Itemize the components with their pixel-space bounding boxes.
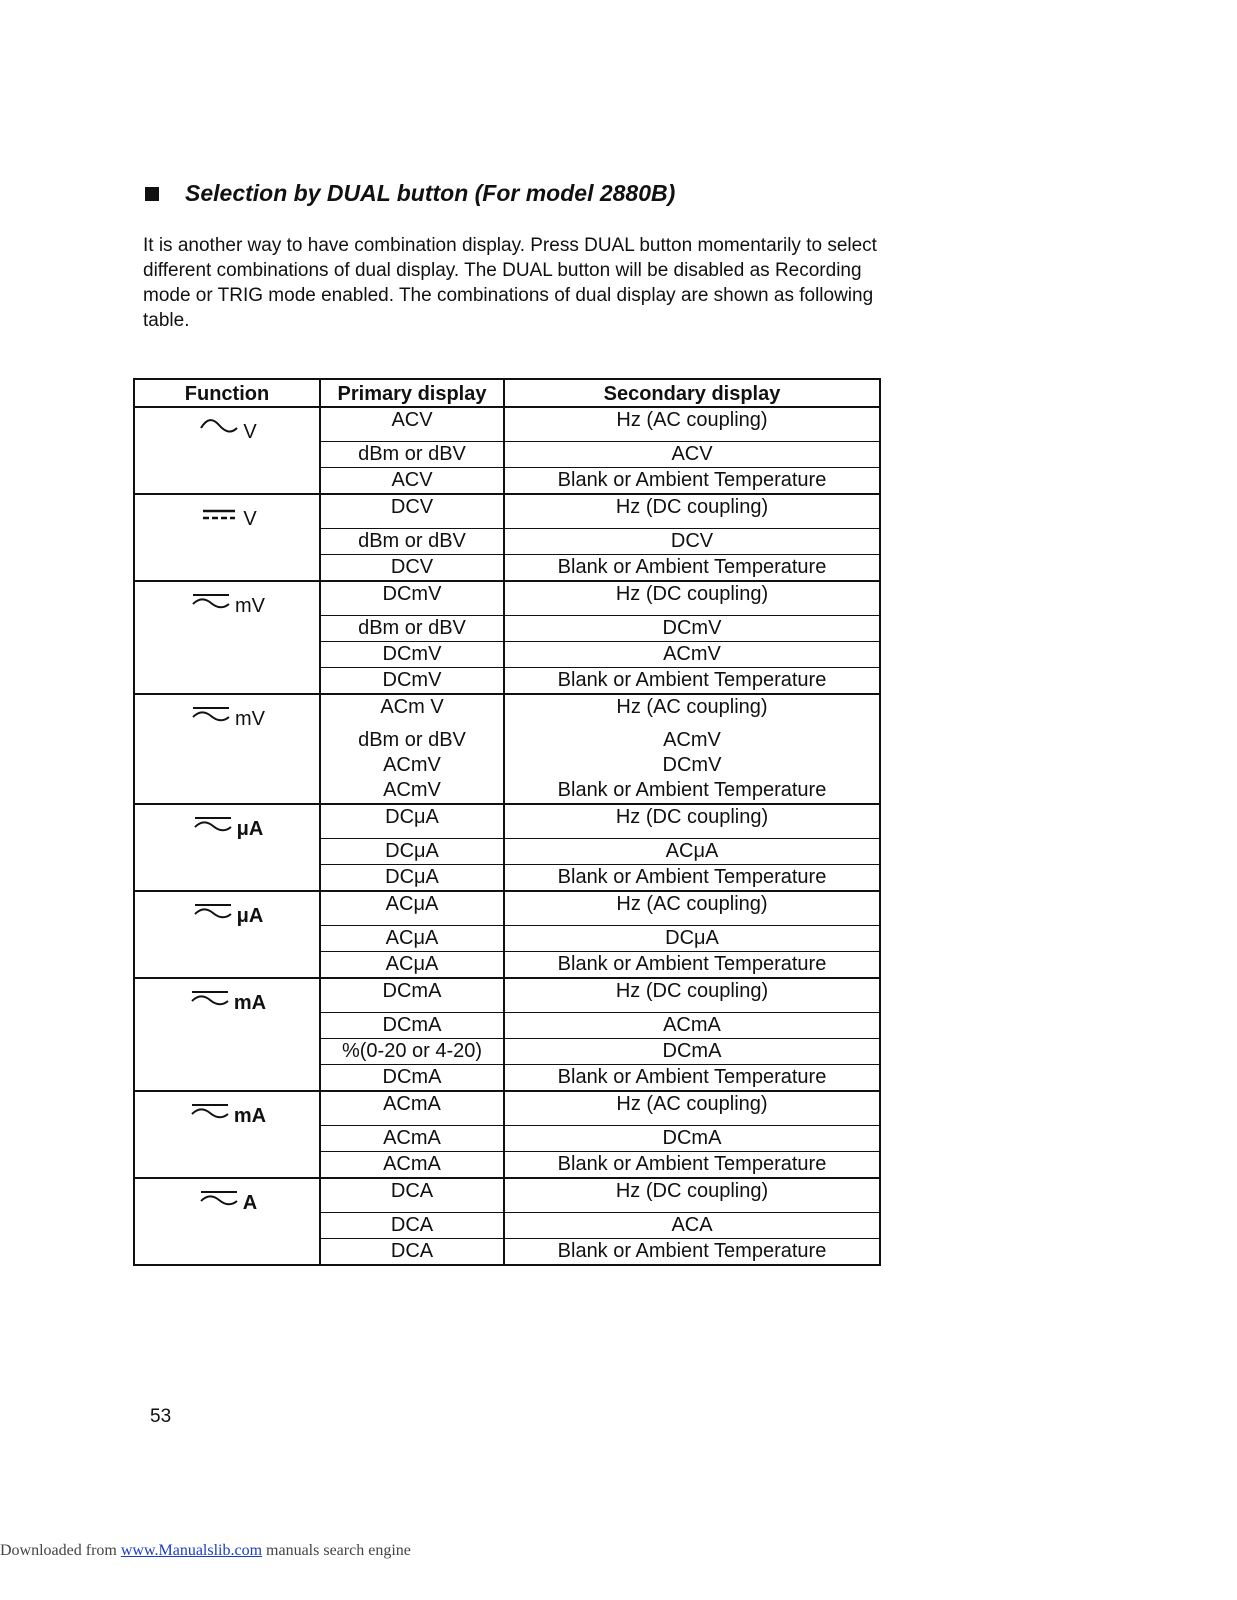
footer-suffix: manuals search engine bbox=[262, 1542, 411, 1559]
secondary-display-cell: ACV bbox=[504, 442, 880, 468]
primary-display-cell: DCmA bbox=[320, 978, 504, 1013]
table-row bbox=[134, 978, 880, 1013]
secondary-display-cell: ACmV bbox=[504, 728, 880, 753]
function-unit: V bbox=[243, 421, 257, 443]
table-header-row bbox=[134, 379, 880, 407]
acdc-symbol-icon bbox=[191, 900, 235, 928]
ac-wave-icon bbox=[197, 416, 241, 444]
primary-display-cell: dBm or dBV bbox=[320, 616, 504, 642]
header-primary-display: Primary display bbox=[320, 379, 504, 407]
secondary-display-cell: Blank or Ambient Temperature bbox=[504, 778, 880, 804]
primary-display-cell: dBm or dBV bbox=[320, 442, 504, 468]
secondary-display-cell: Hz (AC coupling) bbox=[504, 891, 880, 926]
secondary-display-cell: DCmA bbox=[504, 1039, 880, 1065]
primary-display-cell: DCmV bbox=[320, 642, 504, 668]
primary-display-cell: ACmV bbox=[320, 778, 504, 804]
function-unit: mV bbox=[235, 708, 265, 730]
primary-display-cell: ACmV bbox=[320, 753, 504, 778]
primary-display-cell: DCmA bbox=[320, 1065, 504, 1092]
secondary-display-cell: Blank or Ambient Temperature bbox=[504, 1152, 880, 1179]
primary-display-cell: ACV bbox=[320, 407, 504, 442]
section-heading bbox=[145, 180, 675, 207]
table-row bbox=[134, 407, 880, 442]
secondary-display-cell: Hz (DC coupling) bbox=[504, 978, 880, 1013]
page-number: 53 bbox=[150, 1406, 172, 1427]
secondary-display-cell: ACA bbox=[504, 1213, 880, 1239]
download-footer bbox=[0, 1542, 411, 1560]
secondary-display-cell: DCmV bbox=[504, 616, 880, 642]
secondary-display-cell: DCmA bbox=[504, 1126, 880, 1152]
secondary-display-cell: Blank or Ambient Temperature bbox=[504, 668, 880, 695]
dc-symbol-icon bbox=[197, 503, 241, 531]
secondary-display-cell: Hz (DC coupling) bbox=[504, 804, 880, 839]
secondary-display-cell: Hz (DC coupling) bbox=[504, 1178, 880, 1213]
primary-display-cell: DCA bbox=[320, 1178, 504, 1213]
secondary-display-cell: Hz (AC coupling) bbox=[504, 694, 880, 728]
function-cell bbox=[134, 694, 320, 804]
acdc-symbol-icon bbox=[189, 590, 233, 618]
primary-display-cell: ACmA bbox=[320, 1126, 504, 1152]
primary-display-cell: DCA bbox=[320, 1213, 504, 1239]
function-cell bbox=[134, 581, 320, 694]
header-secondary-display: Secondary display bbox=[504, 379, 880, 407]
primary-display-cell: ACμA bbox=[320, 891, 504, 926]
function-cell bbox=[134, 1178, 320, 1265]
square-bullet-icon bbox=[145, 187, 159, 201]
secondary-display-cell: Hz (AC coupling) bbox=[504, 1091, 880, 1126]
primary-display-cell: dBm or dBV bbox=[320, 529, 504, 555]
secondary-display-cell: ACmA bbox=[504, 1013, 880, 1039]
table-row bbox=[134, 891, 880, 926]
secondary-display-cell: Blank or Ambient Temperature bbox=[504, 1065, 880, 1092]
primary-display-cell: DCμA bbox=[320, 804, 504, 839]
secondary-display-cell: DCV bbox=[504, 529, 880, 555]
table-row bbox=[134, 581, 880, 616]
primary-display-cell: dBm or dBV bbox=[320, 728, 504, 753]
table-row bbox=[134, 804, 880, 839]
table-row bbox=[134, 1091, 880, 1126]
primary-display-cell: DCV bbox=[320, 494, 504, 529]
secondary-display-cell: Blank or Ambient Temperature bbox=[504, 952, 880, 979]
primary-display-cell: DCmV bbox=[320, 581, 504, 616]
function-cell bbox=[134, 891, 320, 978]
table-row bbox=[134, 494, 880, 529]
acdc-symbol-icon bbox=[197, 1187, 241, 1215]
secondary-display-cell: Hz (AC coupling) bbox=[504, 407, 880, 442]
function-unit: μA bbox=[236, 905, 264, 927]
function-unit: A bbox=[242, 1192, 258, 1214]
secondary-display-cell: DCμA bbox=[504, 926, 880, 952]
primary-display-cell: %(0-20 or 4-20) bbox=[320, 1039, 504, 1065]
primary-display-cell: DCA bbox=[320, 1239, 504, 1266]
function-cell bbox=[134, 494, 320, 581]
primary-display-cell: ACmA bbox=[320, 1152, 504, 1179]
function-cell bbox=[134, 978, 320, 1091]
primary-display-cell: DCμA bbox=[320, 865, 504, 892]
function-cell bbox=[134, 407, 320, 494]
function-unit: V bbox=[243, 508, 257, 530]
table-row bbox=[134, 1178, 880, 1213]
footer-prefix: Downloaded from bbox=[0, 1542, 121, 1559]
section-heading-text: Selection by DUAL button (For model 2880B) bbox=[185, 180, 676, 206]
primary-display-cell: ACμA bbox=[320, 952, 504, 979]
function-unit: μA bbox=[236, 818, 264, 840]
acdc-symbol-icon bbox=[188, 987, 232, 1015]
primary-display-cell: DCmV bbox=[320, 668, 504, 695]
acdc-symbol-icon bbox=[188, 1100, 232, 1128]
acdc-symbol-icon bbox=[191, 813, 235, 841]
primary-display-cell: ACmA bbox=[320, 1091, 504, 1126]
secondary-display-cell: Hz (DC coupling) bbox=[504, 581, 880, 616]
secondary-display-cell: ACmV bbox=[504, 642, 880, 668]
secondary-display-cell: Blank or Ambient Temperature bbox=[504, 555, 880, 582]
dual-display-table bbox=[133, 378, 881, 1266]
primary-display-cell: ACμA bbox=[320, 926, 504, 952]
function-unit: mA bbox=[233, 1105, 267, 1127]
primary-display-cell: DCμA bbox=[320, 839, 504, 865]
secondary-display-cell: Blank or Ambient Temperature bbox=[504, 865, 880, 892]
manualslib-link[interactable]: www.Manualslib.com bbox=[120, 1542, 263, 1559]
function-cell bbox=[134, 1091, 320, 1178]
function-unit: mV bbox=[235, 595, 265, 617]
intro-paragraph: It is another way to have combination display. Press DUAL button momentarily to select different combinations of dual display. The DUAL button will be disabled as Recording mode or TRIG mode enabled. The combinations of dual display are shown as following table. bbox=[143, 235, 877, 331]
secondary-display-cell: DCmV bbox=[504, 753, 880, 778]
primary-display-cell: ACV bbox=[320, 468, 504, 495]
secondary-display-cell: Blank or Ambient Temperature bbox=[504, 468, 880, 495]
function-cell bbox=[134, 804, 320, 891]
acdc-symbol-icon bbox=[189, 703, 233, 731]
primary-display-cell: DCmA bbox=[320, 1013, 504, 1039]
function-unit: mA bbox=[233, 992, 267, 1014]
secondary-display-cell: Blank or Ambient Temperature bbox=[504, 1239, 880, 1266]
secondary-display-cell: Hz (DC coupling) bbox=[504, 494, 880, 529]
secondary-display-cell: ACμA bbox=[504, 839, 880, 865]
primary-display-cell: ACm V bbox=[320, 694, 504, 728]
header-function: Function bbox=[134, 379, 320, 407]
primary-display-cell: DCV bbox=[320, 555, 504, 582]
table-row bbox=[134, 694, 880, 728]
